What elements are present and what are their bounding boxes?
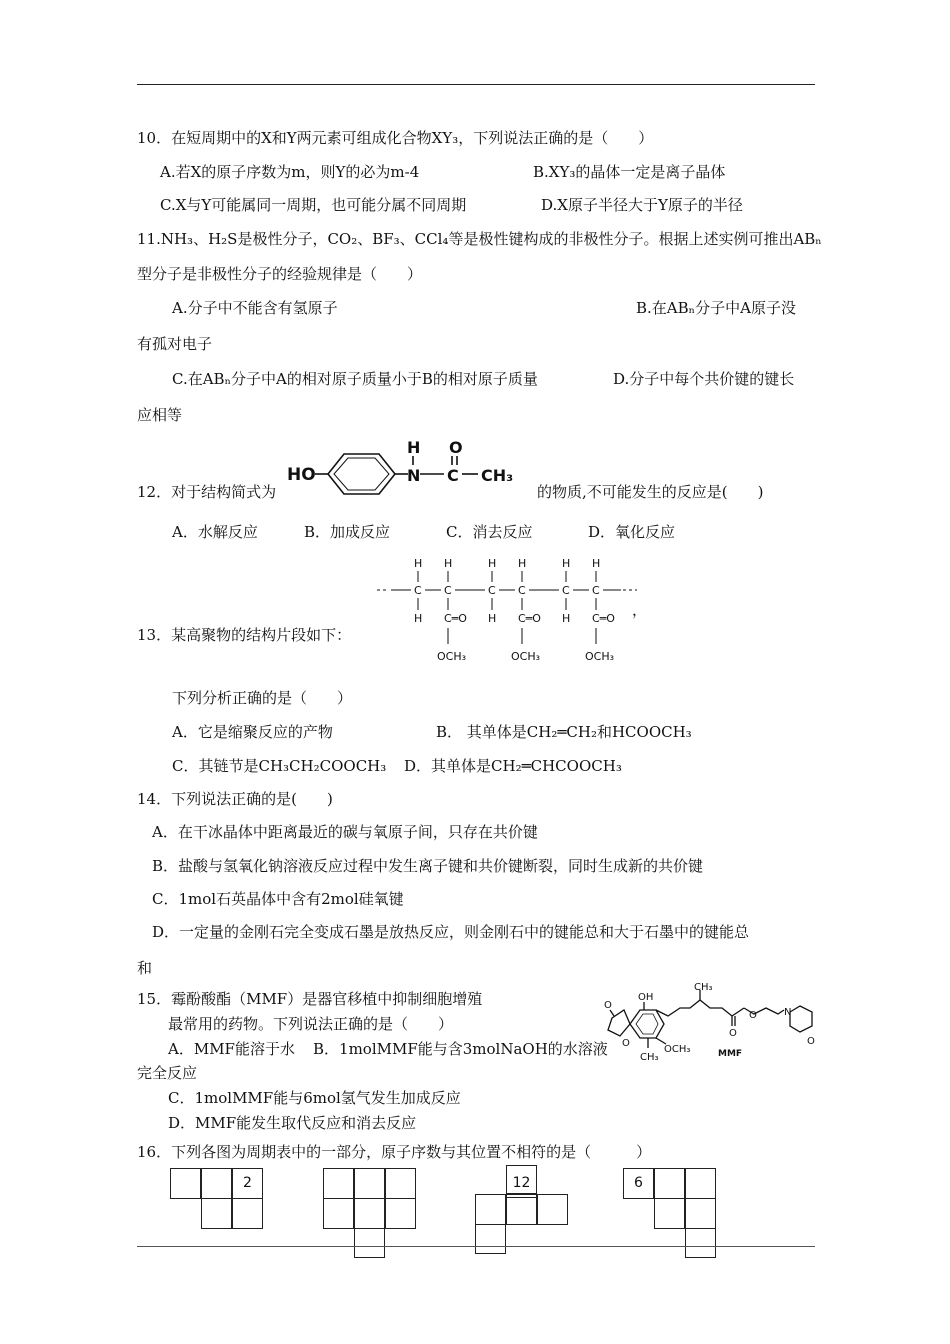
q15-option-d: D．MMF能发生取代反应和消去反应 bbox=[168, 1114, 417, 1132]
mmf-label: MMF bbox=[718, 1049, 743, 1059]
q11-stem-line1: 11.NH₃、H₂S是极性分子，CO₂、BF₃、CCl₄等是极性键构成的非极性分子。根据上述实例可推出ABₙ bbox=[137, 230, 822, 248]
q16-b-cell bbox=[354, 1228, 385, 1258]
q16-d-cell bbox=[685, 1228, 716, 1258]
mmf-o3: O bbox=[729, 1028, 737, 1039]
q15-stem-line1: 15．霉酚酸酯（MMF）是器官移植中抑制细胞增殖 bbox=[137, 990, 483, 1008]
mmf-structure bbox=[600, 982, 820, 1068]
q16-b-cell bbox=[354, 1198, 385, 1229]
q13-c3: C bbox=[488, 584, 496, 597]
q13-option-b: B． 其单体是CH₂═CH₂和HCOOCH₃ bbox=[436, 723, 692, 741]
q16-a-cell bbox=[170, 1168, 201, 1199]
q11-option-d-cont: 应相等 bbox=[137, 406, 183, 424]
q16-d-cell bbox=[654, 1198, 685, 1229]
q10-option-b: B.XY₃的晶体一定是离子晶体 bbox=[533, 163, 726, 181]
q12-ho-text: HO bbox=[287, 465, 316, 485]
q12-n-text: N bbox=[407, 466, 421, 485]
q16-a-cell bbox=[201, 1168, 232, 1199]
q16-d-cell bbox=[685, 1198, 716, 1229]
q16-c-cell bbox=[475, 1194, 506, 1225]
q13-h-bottom2: H bbox=[488, 612, 497, 625]
q13-carbonyl3: C═O bbox=[592, 612, 615, 625]
q16-b-cell bbox=[323, 1198, 354, 1229]
q11-option-b-cont: 有孤对电子 bbox=[137, 335, 213, 353]
q15-option-a: A．MMF能溶于水 bbox=[168, 1040, 295, 1058]
q16-c-cell bbox=[475, 1224, 506, 1254]
q14-option-c: C．1mol石英晶体中含有2mol硅氧键 bbox=[152, 890, 404, 908]
q11-stem-line2: 型分子是非极性分子的经验规律是（ ） bbox=[137, 265, 423, 283]
benzene-ring bbox=[328, 454, 395, 494]
q13-c1: C bbox=[414, 584, 422, 597]
q16-d-cell bbox=[654, 1168, 685, 1199]
q12-o-text: O bbox=[449, 438, 463, 457]
q16-a-cell-number: 2 bbox=[232, 1168, 263, 1199]
q12-structure-formula bbox=[286, 436, 526, 500]
q13-h-top4: H bbox=[518, 557, 527, 570]
q10-option-c: C.X与Y可能属同一周期，也可能分属不同周期 bbox=[160, 196, 467, 214]
q16-c-cell bbox=[506, 1194, 537, 1225]
q16-d-cell-number: 6 bbox=[623, 1168, 654, 1199]
q10-option-d: D.X原子半径大于Y原子的半径 bbox=[541, 196, 743, 214]
q16-a-cell bbox=[201, 1198, 232, 1229]
q13-h-top1: H bbox=[414, 557, 423, 570]
mmf-o4: O bbox=[749, 1010, 757, 1021]
q16-a-cell bbox=[232, 1198, 263, 1229]
q11-option-d: D.分子中每个共价键的键长 bbox=[613, 370, 795, 388]
mmf-ch3-top: CH₃ bbox=[694, 982, 713, 993]
q15-stem-line2: 最常用的药物。下列说法正确的是（ ） bbox=[168, 1015, 454, 1033]
q14-option-d: D．一定量的金刚石完全变成石墨是放热反应，则金刚石中的键能总和大于石墨中的键能总 bbox=[152, 923, 750, 941]
q13-option-d: D．其单体是CH₂═CHCOOCH₃ bbox=[404, 757, 622, 775]
q15-option-b-cont: 完全反应 bbox=[137, 1064, 198, 1082]
footer-rule bbox=[137, 1246, 815, 1247]
q13-carbonyl2: C═O bbox=[518, 612, 541, 625]
q13-och3-3: OCH₃ bbox=[585, 650, 615, 663]
q12-option-d: D．氧化反应 bbox=[588, 523, 676, 541]
mmf-n: N bbox=[784, 1007, 792, 1018]
q13-c2: C bbox=[444, 584, 452, 597]
q16-stem: 16．下列各图为周期表中的一部分，原子序数与其位置不相符的是（ ） bbox=[137, 1143, 652, 1161]
q11-option-c: C.在ABₙ分子中A的相对原子质量小于B的相对原子质量 bbox=[172, 370, 538, 388]
q16-b-cell bbox=[323, 1168, 354, 1199]
q12-option-a: A．水解反应 bbox=[172, 523, 258, 541]
q16-b-cell bbox=[385, 1198, 416, 1229]
q12-option-c: C．消去反应 bbox=[446, 523, 533, 541]
q12-h-text: H bbox=[407, 438, 421, 457]
q13-h-top5: H bbox=[562, 557, 571, 570]
q16-b-cell bbox=[354, 1168, 385, 1199]
q13-h-top2: H bbox=[444, 557, 453, 570]
q12-stem-pre: 12．对于结构简式为 bbox=[137, 483, 277, 501]
mmf-o5: O bbox=[807, 1036, 815, 1047]
q12-ch3-text: CH₃ bbox=[481, 466, 514, 485]
q13-stem: 13．某高聚物的结构片段如下： bbox=[137, 626, 352, 644]
header-rule bbox=[137, 84, 815, 85]
q13-h-top3: H bbox=[488, 557, 497, 570]
q16-d-cell bbox=[685, 1168, 716, 1199]
q13-prompt: 下列分析正确的是（ ） bbox=[172, 689, 353, 707]
q13-option-c: C．其链节是CH₃CH₂COOCH₃ bbox=[172, 757, 387, 775]
q11-option-a: A.分子中不能含有氢原子 bbox=[172, 299, 338, 317]
q13-och3-2: OCH₃ bbox=[511, 650, 541, 663]
q13-h-bottom3: H bbox=[562, 612, 571, 625]
q12-stem-post: 的物质,不可能发生的反应是( ) bbox=[537, 483, 764, 501]
mmf-o1: O bbox=[604, 1000, 612, 1011]
q10-option-a: A.若X的原子序数为m，则Y的必为m-4 bbox=[160, 163, 420, 181]
q12-c-text: C bbox=[447, 466, 459, 485]
mmf-och3: OCH₃ bbox=[664, 1044, 691, 1055]
q12-option-b: B．加成反应 bbox=[304, 523, 391, 541]
mmf-oh: OH bbox=[638, 992, 654, 1003]
q14-option-b: B．盐酸与氢氧化钠溶液反应过程中发生离子键和共价键断裂，同时生成新的共价键 bbox=[152, 857, 704, 875]
q16-c-cell bbox=[537, 1194, 568, 1225]
q13-comma: ， bbox=[632, 601, 648, 619]
q13-c6: C bbox=[592, 584, 600, 597]
q13-och3-1: OCH₃ bbox=[437, 650, 467, 663]
q14-option-d-cont: 和 bbox=[137, 959, 153, 977]
q13-c5: C bbox=[562, 584, 570, 597]
q13-h-top6: H bbox=[592, 557, 601, 570]
q16-c-cell-number: 12 bbox=[506, 1171, 537, 1198]
q15-option-c: C．1molMMF能与6mol氢气发生加成反应 bbox=[168, 1089, 461, 1107]
q16-b-cell bbox=[385, 1168, 416, 1199]
q15-option-b: B．1molMMF能与含3molNaOH的水溶液 bbox=[313, 1040, 608, 1058]
mmf-o2: O bbox=[622, 1038, 630, 1049]
q14-stem: 14．下列说法正确的是( ) bbox=[137, 790, 333, 808]
q11-option-b: B.在ABₙ分子中A原子没 bbox=[636, 299, 796, 317]
mmf-ch3-bottom: CH₃ bbox=[640, 1052, 659, 1063]
q14-option-a: A．在干冰晶体中距离最近的碳与氧原子间，只存在共价键 bbox=[152, 823, 538, 841]
q13-polymer-structure bbox=[375, 556, 648, 672]
q10-stem: 10．在短周期中的X和Y两元素可组成化合物XY₃，下列说法正确的是（ ） bbox=[137, 129, 654, 147]
q13-option-a: A．它是缩聚反应的产物 bbox=[172, 723, 333, 741]
q13-h-bottom1: H bbox=[414, 612, 423, 625]
q13-c4: C bbox=[518, 584, 526, 597]
q13-carbonyl1: C═O bbox=[444, 612, 467, 625]
